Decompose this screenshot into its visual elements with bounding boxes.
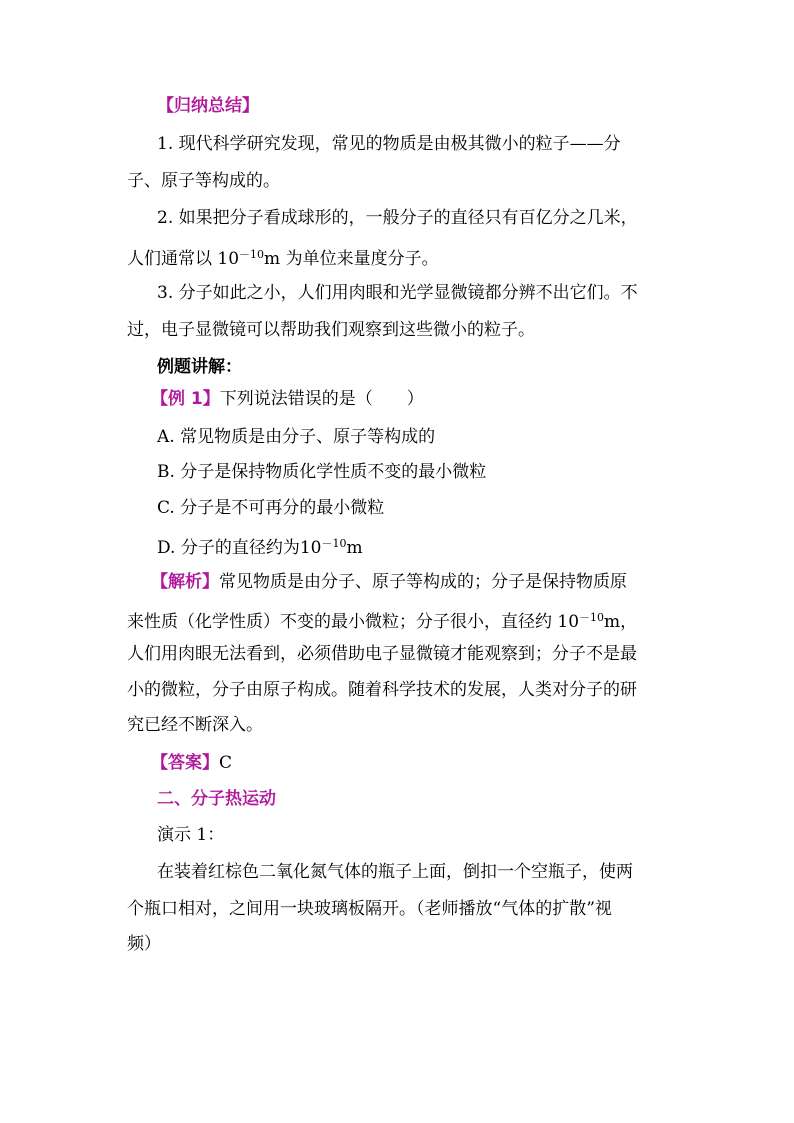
demo-line-2: 个瓶口相对，之间用一块玻璃板隔开。（老师播放“气体的扩散”视 bbox=[127, 899, 612, 919]
answer-line bbox=[151, 751, 232, 775]
summary-heading: 【归纳总结】 bbox=[157, 96, 259, 116]
analysis-line-2 bbox=[127, 606, 637, 634]
option-b: B. 分子是保持物质化学性质不变的最小微粒 bbox=[157, 462, 487, 482]
option-a: A. 常见物质是由分子、原子等构成的 bbox=[157, 427, 436, 447]
option-d bbox=[157, 532, 363, 560]
analysis-line-1 bbox=[151, 570, 627, 594]
section-2-heading: 二、分子热运动 bbox=[157, 789, 276, 809]
analysis-line-4: 小的微粒，分子由原子构成。随着科学技术的发展，人类对分子的研 bbox=[127, 680, 637, 700]
summary-point-1-line-1: 1. 现代科学研究发现，常见的物质是由极其微小的粒子——分 bbox=[157, 134, 621, 154]
option-d-text-post: m bbox=[346, 538, 363, 558]
analysis-line-3: 人们用肉眼无法看到，必须借助电子显微镜才能观察到；分子不是最 bbox=[127, 644, 637, 664]
summary-point-2-text-pre: 人们通常以 10 bbox=[127, 249, 240, 269]
answer-value: C bbox=[219, 753, 233, 773]
summary-point-2-text-post: m 为单位来量度分子。 bbox=[264, 249, 439, 269]
summary-point-1-line-2: 子、原子等构成的。 bbox=[127, 171, 280, 191]
summary-point-2-line-2 bbox=[127, 243, 439, 271]
example-heading: 例题讲解： bbox=[157, 357, 242, 377]
option-c: C. 分子是不可再分的最小微粒 bbox=[157, 498, 385, 518]
analysis-text-1: 常见物质是由分子、原子等构成的；分子是保持物质原 bbox=[219, 572, 627, 592]
option-d-text-pre: D. 分子的直径约为10 bbox=[157, 538, 322, 558]
option-d-exponent: －10 bbox=[321, 537, 347, 550]
analysis-tag: 【解析】 bbox=[151, 572, 219, 592]
summary-point-3-line-1: 3. 分子如此之小，人们用肉眼和光学显微镜都分辨不出它们。不 bbox=[157, 283, 638, 303]
summary-point-2-exponent: －10 bbox=[239, 248, 265, 261]
demo-line-1: 在装着红棕色二氧化氮气体的瓶子上面，倒扣一个空瓶子，使两 bbox=[157, 862, 633, 882]
example-question bbox=[151, 387, 424, 411]
analysis-line-5: 究已经不断深入。 bbox=[127, 715, 263, 735]
summary-point-3-line-2: 过，电子显微镜可以帮助我们观察到这些微小的粒子。 bbox=[127, 320, 535, 340]
demo-line-3: 频） bbox=[127, 934, 161, 954]
demo-label: 演示 1： bbox=[157, 825, 225, 845]
analysis-text-2-pre: 来性质（化学性质）不变的最小微粒；分子很小，直径约 10 bbox=[127, 612, 580, 632]
answer-tag: 【答案】 bbox=[151, 753, 219, 773]
analysis-exponent: －10 bbox=[579, 611, 605, 624]
analysis-text-2-post: m， bbox=[604, 612, 638, 632]
example-question-text: 下列说法错误的是（ ） bbox=[219, 389, 424, 409]
summary-point-2-line-1: 2. 如果把分子看成球形的，一般分子的直径只有百亿分之几米， bbox=[157, 208, 638, 228]
example-tag: 【例 1】 bbox=[151, 389, 220, 409]
